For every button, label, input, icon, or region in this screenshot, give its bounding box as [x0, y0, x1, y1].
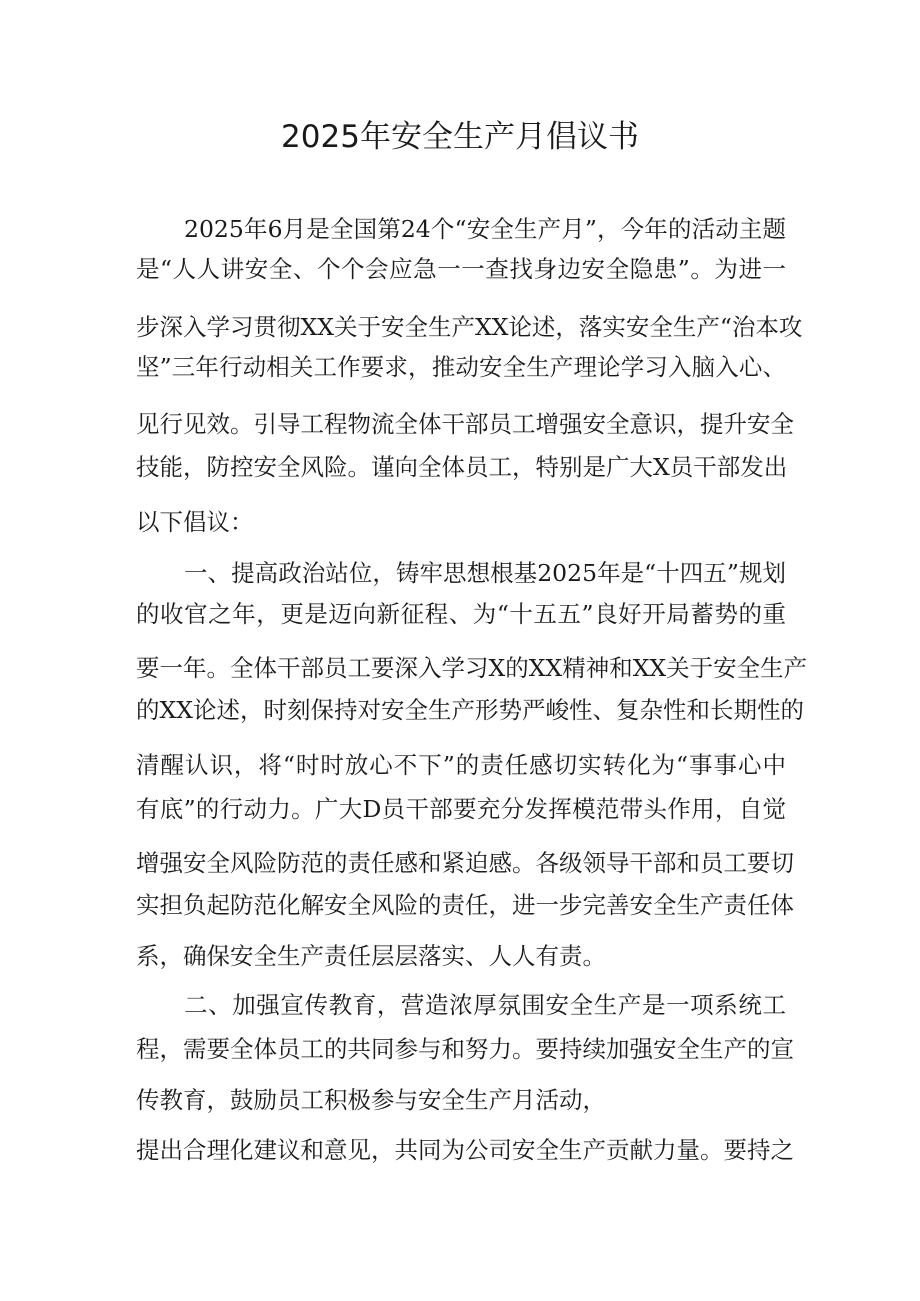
paragraph-line: 程，需要全体员工的共同参与和努力。要持续加强安全生产的宣: [136, 1035, 794, 1063]
paragraph-line: 坚”三年行动相关工作要求，推动安全生产理论学习入脑入心、: [136, 353, 786, 381]
paragraph-line: 系，确保安全生产责任层层落实、人人有责。: [136, 942, 606, 970]
paragraph-line: 2025年6月是全国第24个“安全生产月”，今年的活动主题: [184, 215, 786, 243]
paragraph-line: 以下倡议：: [136, 508, 254, 536]
paragraph-line: 的收官之年，更是迈向新征程、为“十五五”良好开局蓄势的重: [136, 600, 786, 628]
paragraph-line: 是“人人讲安全、个个会应急一一查找身边安全隐患”。为进一: [136, 255, 786, 283]
paragraph-line: 提出合理化建议和意见，共同为公司安全生产贡献力量。要持之: [136, 1136, 794, 1164]
paragraph-line: 清醒认识，将“时时放心不下”的责任感切实转化为“事事心中: [136, 751, 786, 779]
paragraph-line: 有底”的行动力。广大D员干部要充分发挥模范带头作用，自觉: [136, 795, 786, 823]
paragraph-line: 一、提高政治站位，铸牢思想根基2025年是“十四五”规划: [184, 559, 786, 587]
paragraph-line: 实担负起防范化解安全风险的责任，进一步完善安全生产责任体: [136, 891, 794, 919]
paragraph-line: 二、加强宣传教育，营造浓厚氛围安全生产是一项系统工: [184, 991, 786, 1019]
paragraph-line: 见行见效。引导工程物流全体干部员工增强安全意识，提升安全: [136, 410, 794, 438]
paragraph-line: 步深入学习贯彻XX关于安全生产XX论述，落实安全生产“治本攻: [136, 313, 803, 341]
paragraph-line: 技能，防控安全风险。谨向全体员工，特别是广大X员干部发出: [136, 453, 788, 481]
paragraph-line: 增强安全风险防范的责任感和紧迫感。各级领导干部和员工要切: [136, 849, 794, 877]
paragraph-line: 要一年。全体干部员工要深入学习X的XX精神和XX关于安全生产: [136, 654, 808, 682]
paragraph-line: 的XX论述，时刻保持对安全生产形势严峻性、复杂性和长期性的: [136, 696, 804, 724]
document-title: 2025年安全生产月倡议书: [281, 119, 639, 155]
paragraph-line: 传教育，鼓励员工积极参与安全生产月活动，: [136, 1086, 606, 1114]
